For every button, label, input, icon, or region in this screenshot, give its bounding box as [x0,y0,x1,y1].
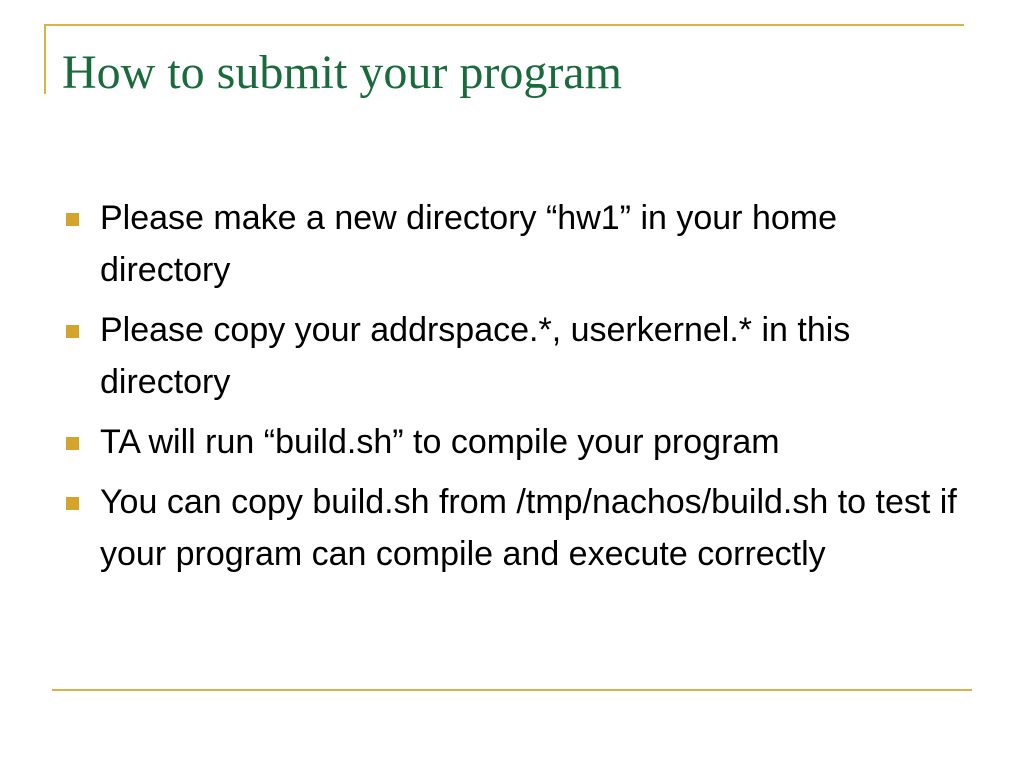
square-bullet-icon [66,213,79,226]
bullet-text: Please copy your addrspace.*, userkernel.* in this directory [100,311,851,401]
bullet-text: Please make a new directory “hw1” in your home directory [100,199,837,289]
bullet-item [62,416,962,468]
bullet-list [62,192,962,588]
square-bullet-icon [66,325,79,338]
top-border-line [44,24,964,26]
bullet-item [62,476,962,580]
bullet-text: You can copy build.sh from /tmp/nachos/build.sh to test if your program can compile and execute correctly [100,483,957,573]
left-border-line [44,24,46,94]
slide-title: How to submit your program [62,46,622,99]
square-bullet-icon [66,497,79,510]
bottom-border-line [52,689,972,691]
square-bullet-icon [66,437,79,450]
bullet-item [62,192,962,296]
bullet-text: TA will run “build.sh” to compile your program [100,423,780,461]
bullet-item [62,304,962,408]
